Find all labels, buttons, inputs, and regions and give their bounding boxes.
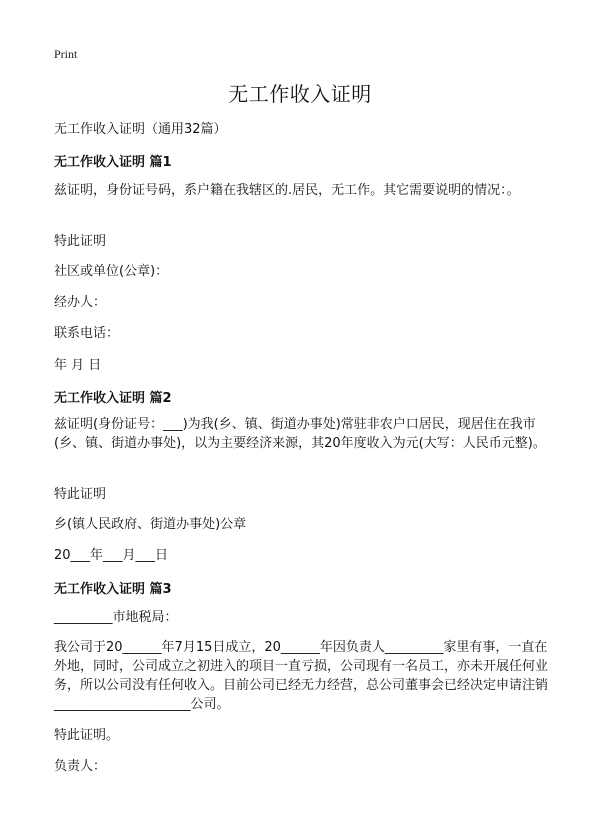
section-heading-2: 无工作收入证明 篇2 (54, 391, 172, 406)
section-3-paragraph-addressee: _________市地税局： (54, 610, 178, 625)
section-1-paragraph-handler: 经办人： (54, 295, 107, 310)
section-2-paragraph-statement: 兹证明(身份证号：___)为我(乡、镇、街道办事处)常驻非农户口居民，现居住在我市(乡、镇、街道办事处)，以为主要经济来源，其20年度收入为元(大写：人民币元整)。 (54, 417, 546, 451)
section-1-paragraph-date: 年 月 日 (54, 358, 102, 373)
document-subtitle: 无工作收入证明（通用32篇） (54, 122, 227, 137)
section-3-paragraph-responsible: 负责人： (54, 759, 107, 774)
section-2-paragraph-seal: 乡(镇人民政府、街道办事处)公章 (54, 517, 247, 532)
section-1-paragraph-statement: 兹证明，身份证号码，系户籍在我辖区的.居民，无工作。其它需要说明的情况：。 (54, 183, 520, 198)
section-3-paragraph-certify: 特此证明。 (54, 728, 120, 743)
section-2-paragraph-certify: 特此证明 (54, 487, 107, 502)
section-1-paragraph-seal: 社区或单位(公章)： (54, 264, 169, 279)
section-2-paragraph-date: 20___年___月___日 (54, 548, 169, 563)
print-link[interactable]: Print (54, 47, 78, 61)
section-1-paragraph-phone: 联系电话： (54, 326, 120, 341)
section-1-paragraph-certify: 特此证明 (54, 234, 107, 249)
section-heading-1: 无工作收入证明 篇1 (54, 155, 172, 170)
section-3-paragraph-statement: 我公司于20______年7月15日成立，20______年因负责人_________家里有事，一直在外地，同时，公司成立之初进入的项目一直亏损，公司现有一名员工，亦未开展任何业务，所以公司没有任何收入。目前公司已经无力经营，总公司董事会已经决定申请注销_____________________公司。 (54, 640, 549, 712)
page-title: 无工作收入证明 (228, 82, 372, 106)
section-heading-3: 无工作收入证明 篇3 (54, 582, 172, 597)
